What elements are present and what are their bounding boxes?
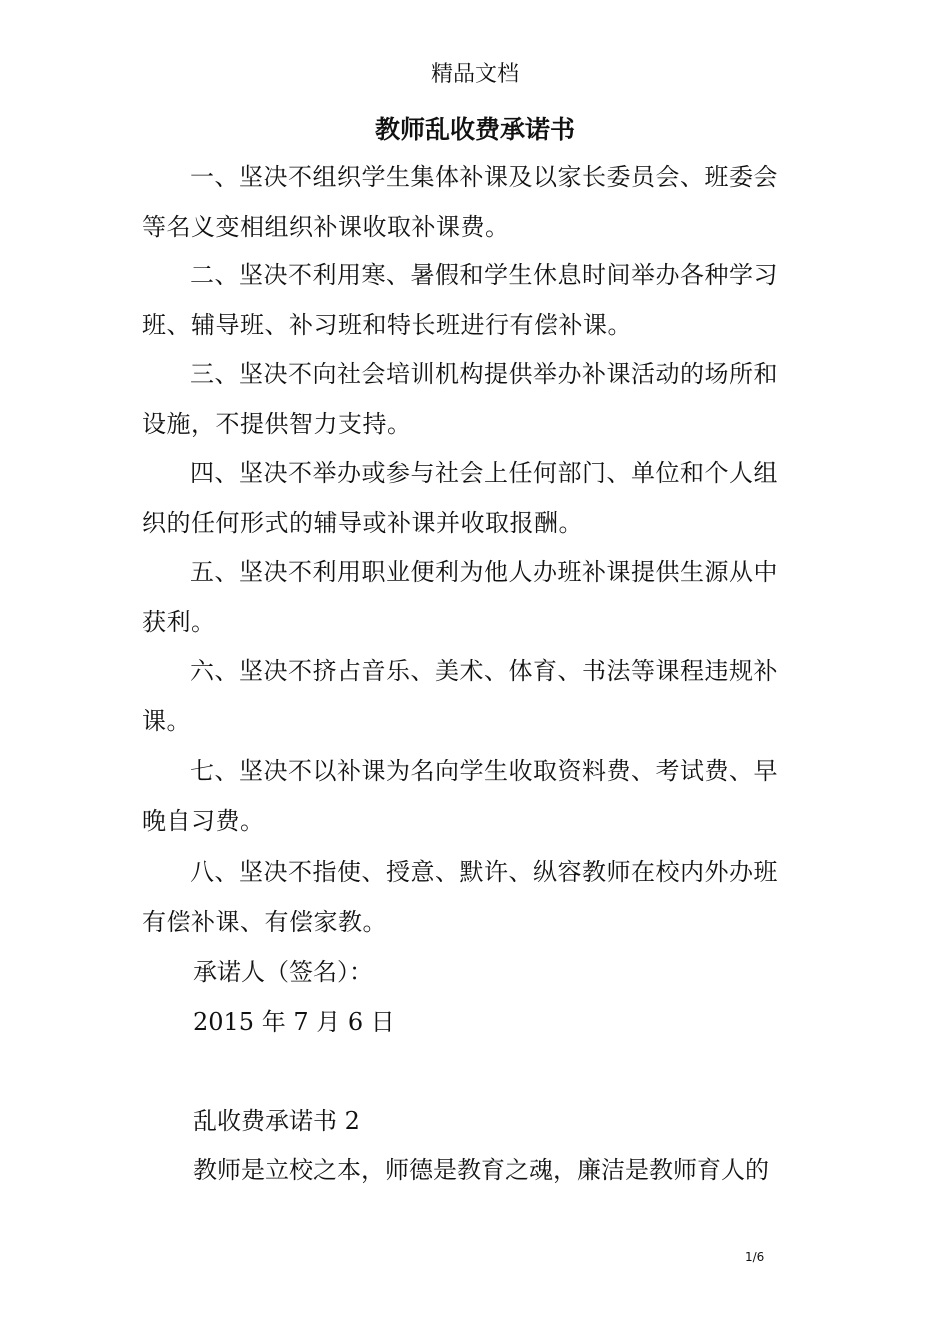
page-header: 精品文档 [430, 62, 519, 87]
clause-6: 六、坚决不挤占音乐、美术、体育、书法等课程违规补课。 [142, 657, 778, 735]
clause-4: 四、坚决不举办或参与社会上任何部门、单位和个人组织的任何形式的辅导或补课并收取报酬。 [142, 459, 778, 537]
page-number: 1/6 [745, 1250, 765, 1264]
clause-2: 二、坚决不利用寒、暑假和学生休息时间举办各种学习班、辅导班、补习班和特长班进行有偿补课。 [142, 261, 778, 339]
clause-5: 五、坚决不利用职业便利为他人办班补课提供生源从中获利。 [142, 558, 778, 636]
section-2-title: 乱收费承诺书 2 [193, 1107, 360, 1135]
clause-8: 八、坚决不指使、授意、默许、纵容教师在校内外办班有偿补课、有偿家教。 [142, 858, 778, 936]
clause-3: 三、坚决不向社会培训机构提供举办补课活动的场所和设施，不提供智力支持。 [142, 360, 778, 438]
date: 2015 年 7 月 6 日 [193, 1008, 395, 1036]
clause-1: 一、坚决不组织学生集体补课及以家长委员会、班委会等名义变相组织补课收取补课费。 [142, 163, 778, 241]
document-title: 教师乱收费承诺书 [374, 115, 575, 144]
clause-7: 七、坚决不以补课为名向学生收取资料费、考试费、早晚自习费。 [142, 757, 778, 835]
section-2-first-line: 教师是立校之本，师德是教育之魂，廉洁是教师育人的 [193, 1156, 769, 1184]
signature-label: 承诺人（签名）： [193, 958, 373, 986]
